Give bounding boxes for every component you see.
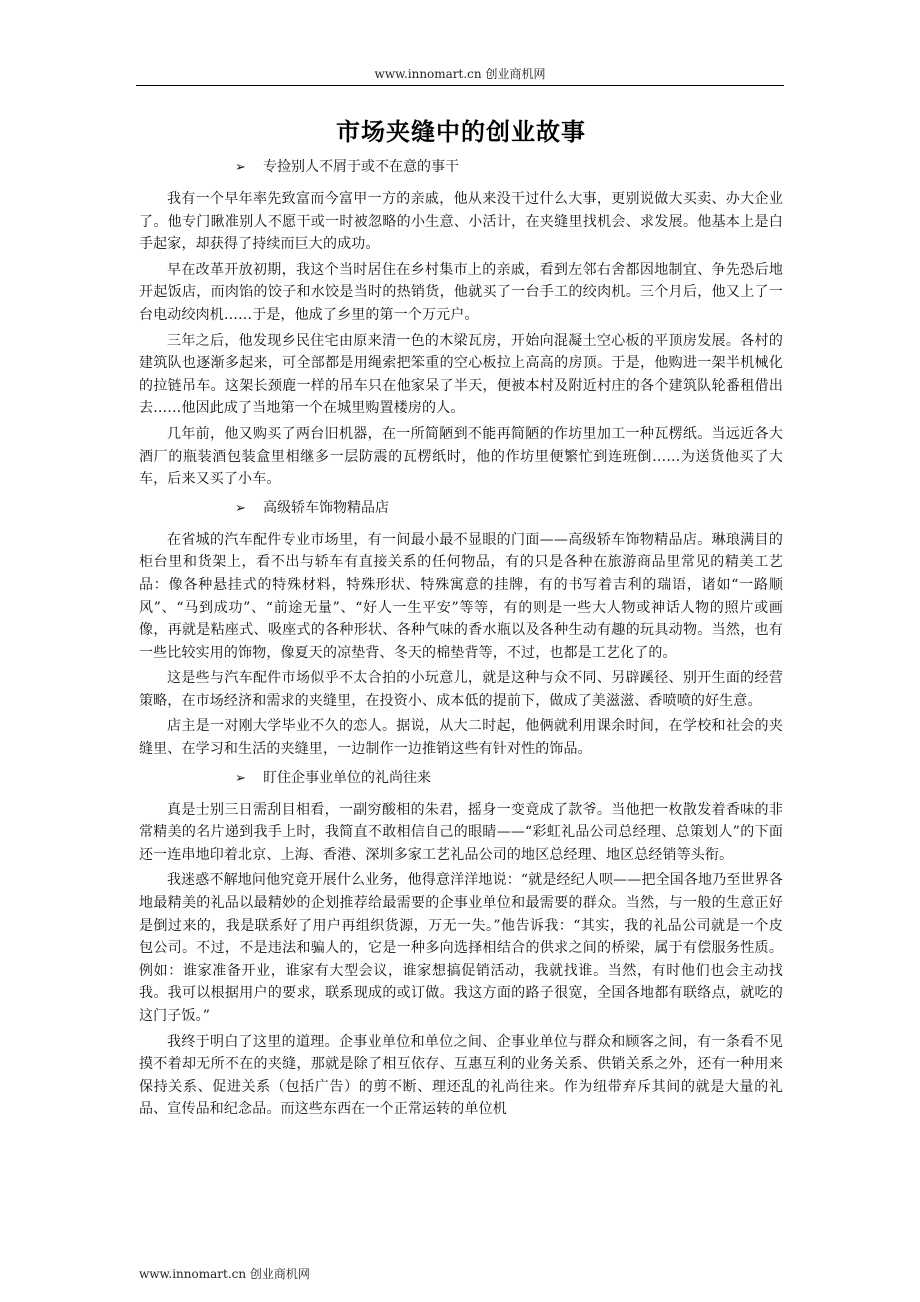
paragraph: 在省城的汽车配件专业市场里，有一间最小最不显眼的门面——高级轿车饰物精品店。琳琅满目的柜台里和货架上，看不出与轿车有直接关系的任何物品，有的只是各种在旅游商品里常见的精美工艺品：像各种悬挂式的特殊材料，特殊形状、特殊寓意的挂牌，有的书写着吉利的瑞语，诸如“一路顺风”、“马到成功”、“前途无量”、“好人一生平安”等等，有的则是一些大人物或神话人物的照片或画像，再就是粘座式、吸座式的各种形状、各种气味的香水瓶以及各种生动有趣的玩具动物。当然，也有一些比较实用的饰物，像夏天的凉垫背、冬天的棉垫背等，不过，也都是工艺化了的。 [139, 531, 783, 661]
paragraph: 真是士别三日需刮目相看，一副穷酸相的朱君，摇身一变竟成了款爷。当他把一枚散发着香味的非常精美的名片递到我手上时，我简直不敢相信自己的眼睛——“彩虹礼品公司总经理、总策划人”的下面还一连串地印着北京、上海、香港、深圳多家工艺礼品公司的地区总经理、地区总经销等头衔。 [139, 801, 783, 863]
arrow-bullet-icon: ➢ [235, 770, 246, 786]
section-heading-text: 专捡别人不屑于或不在意的事干 [263, 159, 459, 175]
document-title: 市场夹缝中的创业故事 [336, 117, 586, 146]
section-heading-text: 盯住企事业单位的礼尚往来 [263, 769, 431, 786]
arrow-bullet-icon: ➢ [235, 160, 246, 175]
paragraph: 我有一个早年率先致富而今富甲一方的亲戚，他从来没干过什么大事，更别说做大买卖、办大企业了。他专门瞅准别人不愿干或一时被忽略的小生意、小活计，在夹缝里找机会、求发展。他基本上是白手起家，却获得了持续而巨大的成功。 [139, 191, 783, 253]
section-1 [139, 156, 783, 491]
paragraph: 几年前，他又购买了两台旧机器，在一所简陋到不能再简陋的作坊里加工一种瓦楞纸。当远近各大酒厂的瓶装酒包装盒里相继多一层防震的瓦楞纸时，他的作坊里便繁忙到连班倒……为送货他买了大车，后来又买了小车。 [139, 425, 783, 488]
page-header: www.innomart.cn 创业商机网 [374, 67, 546, 81]
paragraph: 这是些与汽车配件市场似乎不太合拍的小玩意儿，就是这种与众不同、另辟蹊径、别开生面的经营策略，在市场经济和需求的夹缝里，在投资小、成本低的提前下，做成了美滋滋、香喷喷的好生意。 [139, 670, 783, 709]
paragraph: 早在改革开放初期，我这个当时居住在乡村集市上的亲戚，看到左邻右舍都因地制宜、争先恐后地开起饭店，而肉馅的饺子和水饺是当时的热销货，他就买了一台手工的绞肉机。三个月后，他又上了一台电动绞肉机……于是，他成了乡里的第一个万元户。 [139, 261, 783, 323]
section-heading [139, 497, 783, 519]
paragraph: 我迷惑不解地问他究竟开展什么业务，他得意洋洋地说：“就是经纪人呗——把全国各地乃至世界各地最精美的礼品以最精妙的企划推荐给最需要的企事业单位和最需要的群众。当然，与一般的生意正好是倒过来的，我是联系好了用户再组织货源，万无一失。”他告诉我：“其实，我的礼品公司就是一个皮包公司。不过，不是违法和骗人的，它是一种多向选择相结合的供求之间的桥梁，属于有偿服务性质。例如：谁家准备开业，谁家有大型会议，谁家想搞促销活动，我就找谁。当然，有时他们也会主动找我。我可以根据用户的要求，联系现成的或订做。我这方面的路子很宽，全国各地都有联络点，就吃的这门子饭。” [139, 872, 783, 1024]
section-heading [139, 156, 783, 178]
paragraph: 店主是一对刚大学毕业不久的恋人。据说，从大二时起，他俩就利用课余时间，在学校和社会的夹缝里、在学习和生活的夹缝里，一边制作一边推销这些有针对性的饰品。 [139, 718, 783, 758]
section-heading [139, 767, 783, 789]
document-body [139, 112, 783, 1124]
section-2 [139, 497, 783, 761]
paragraph: 我终于明白了这里的道理。企事业单位和单位之间、企事业单位与群众和顾客之间，有一条看不见摸不着却无所不在的夹缝，那就是除了相互依存、互惠互利的业务关系、供销关系之外，还有一种用来保持关系、促进关系（包括广告）的剪不断、理还乱的礼尚往来。作为纽带弃斥其间的就是大量的礼品、宣传品和纪念品。而这些东西在一个正常运转的单位机 [139, 1033, 783, 1118]
arrow-bullet-icon: ➢ [235, 500, 246, 516]
header-divider [136, 85, 784, 86]
paragraph: 三年之后，他发现乡民住宅由原来清一色的木梁瓦房，开始向混凝土空心板的平顶房发展。各村的建筑队也逐渐多起来，可全部都是用绳索把笨重的空心板拉上高高的房顶。于是，他购进一架半机械化的拉链吊车。这架长颈鹿一样的吊车只在他家呆了半天，便被本村及附近村庄的各个建筑队轮番租借出去……他因此成了当地第一个在城里购置楼房的人。 [139, 332, 783, 417]
page-footer: www.innomart.cn 创业商机网 [139, 1267, 310, 1281]
section-3 [139, 767, 783, 1121]
section-heading-text: 高级轿车饰物精品店 [263, 499, 389, 516]
